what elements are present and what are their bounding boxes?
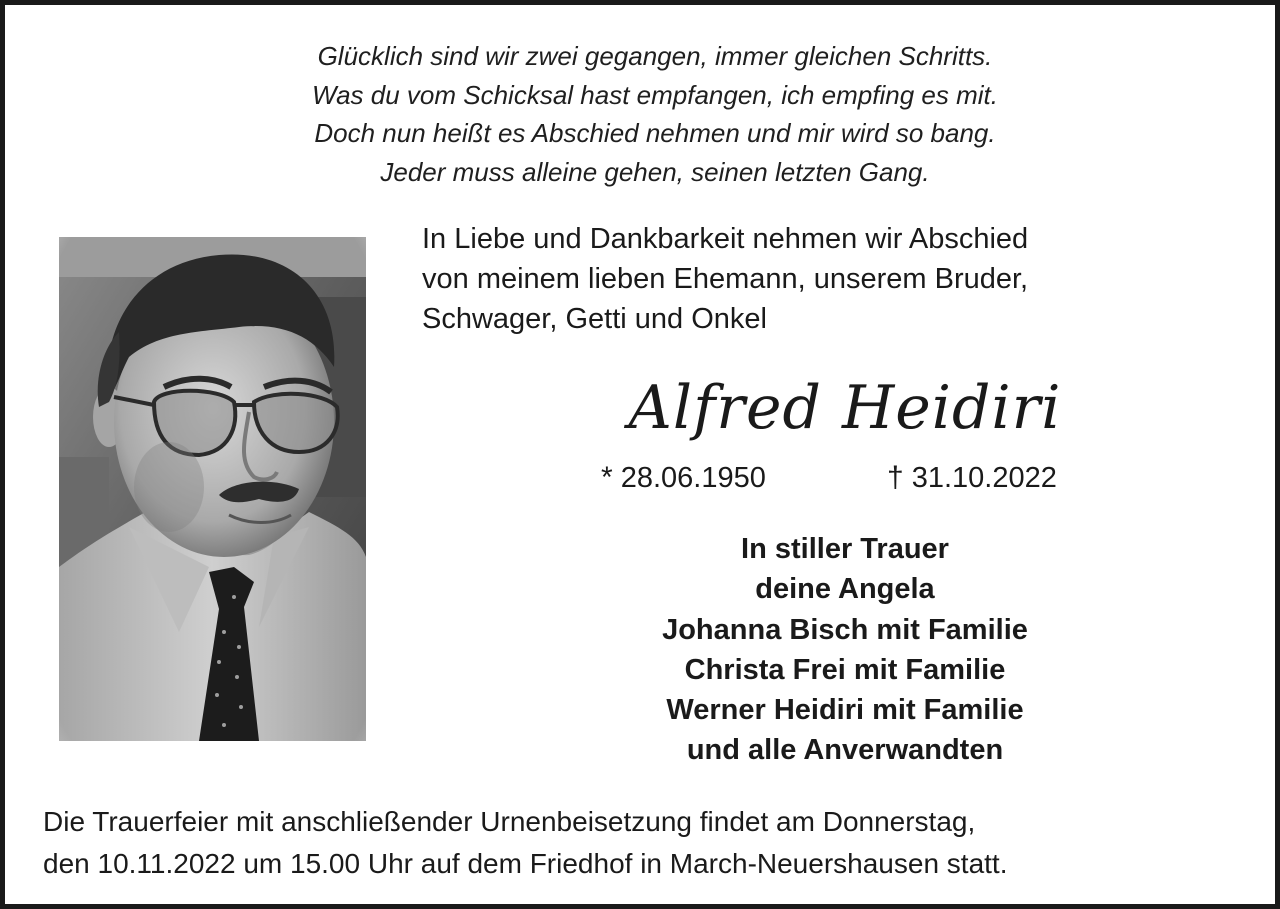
mourner-line: Christa Frei mit Familie — [684, 653, 1006, 686]
poem-line: Was du vom Schicksal hast empfangen, ich empfing es mit. — [312, 79, 998, 110]
poem-line: Glücklich sind wir zwei gegangen, immer gleichen Schritts. — [317, 41, 993, 71]
mourner-line: In stiller Trauer — [741, 533, 949, 565]
birth-date — [601, 461, 766, 495]
intro-text — [422, 219, 1182, 339]
birth-date-value: 28.06.1950 — [620, 462, 766, 494]
mourner-line: Werner Heidiri mit Familie — [666, 694, 1024, 727]
mourner-line: und alle Anverwandten — [686, 734, 1004, 767]
ceremony-line: Die Trauerfeier mit anschließender Urnenbeisetzung findet am Donnerstag, — [43, 806, 976, 837]
poem-line: Jeder muss alleine gehen, seinen letzten Gang. — [380, 156, 930, 187]
death-date — [887, 461, 1057, 495]
death-date-value: 31.10.2022 — [911, 462, 1057, 494]
deceased-name: Alfred Heidiri — [628, 373, 1062, 443]
cross-icon: † — [887, 461, 904, 494]
mourner-line: deine Angela — [755, 573, 935, 606]
portrait-photo — [59, 237, 366, 741]
intro-line: Schwager, Getti und Onkel — [422, 303, 767, 335]
star-icon: * — [601, 461, 613, 494]
intro-line: von meinem lieben Ehemann, unserem Bruder, — [422, 263, 1029, 295]
mourner-line: Johanna Bisch mit Familie — [662, 613, 1028, 646]
intro-line: In Liebe und Dankbarkeit nehmen wir Abschied — [422, 223, 1029, 255]
ceremony-info — [43, 801, 1263, 885]
mourners-list — [565, 529, 1125, 771]
ceremony-line: den 10.11.2022 um 15.00 Uhr auf dem Friedhof in March-Neuershausen statt. — [43, 848, 1008, 879]
poem — [105, 37, 1205, 191]
poem-line: Doch nun heißt es Abschied nehmen und mir wird so bang. — [314, 118, 996, 148]
